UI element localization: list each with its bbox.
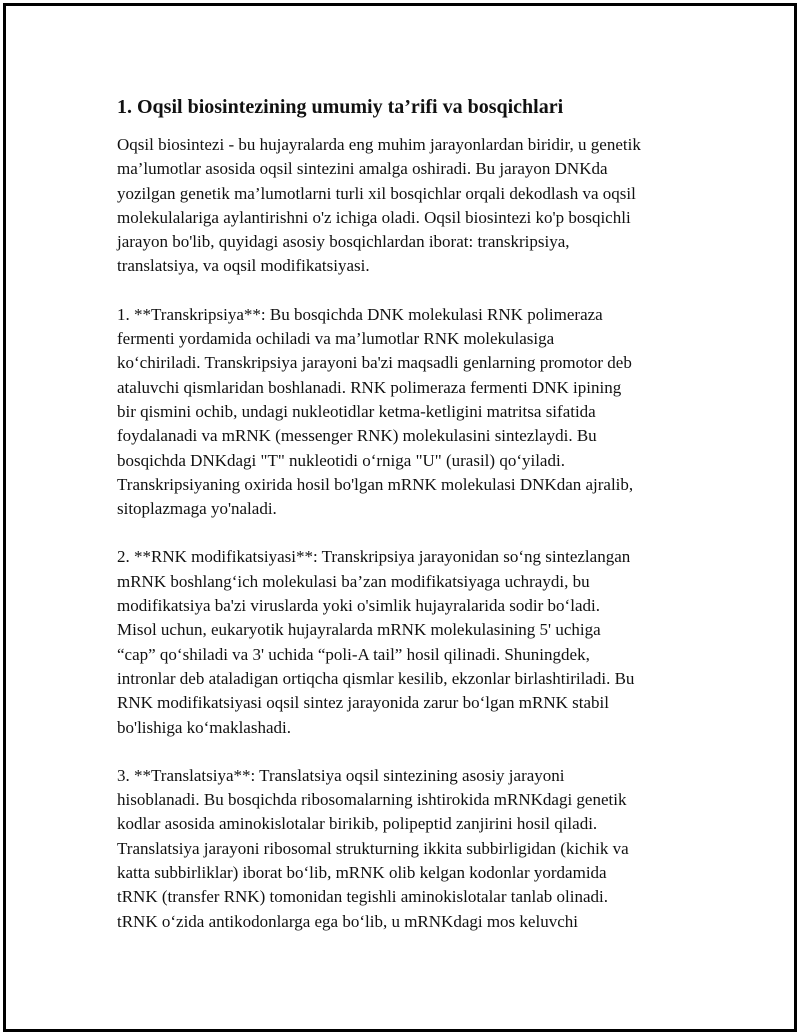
text-line: mRNK boshlang‘ich molekulasi ba’zan modifikatsiyaga uchraydi, bu	[117, 571, 590, 591]
document-body	[117, 94, 697, 934]
text-line: jarayon bo'lib, quyidagi asosiy bosqichlardan iborat: transkripsiya,	[117, 232, 570, 252]
text-line: kodlar asosida aminokislotalar birikib, polipeptid zanjirini hosil qiladi.	[117, 814, 598, 834]
text-line: “cap” qo‘shiladi va 3' uchida “poli-A tail” hosil qilinadi. Shuningdek,	[117, 644, 590, 664]
text-line: tRNK (transfer RNK) tomonidan tegishli aminokislotalar tanlab olinadi.	[117, 887, 609, 907]
text-line: 2. **RNK modifikatsiyasi**: Transkripsiya jarayonidan so‘ng sintezlangan	[117, 547, 631, 567]
text-line: modifikatsiya ba'zi viruslarda yoki o'simlik hujayralarida sodir bo‘ladi.	[117, 596, 600, 616]
text-line: Transkripsiyaning oxirida hosil bo'lgan mRNK molekulasi DNKdan ajralib,	[117, 474, 634, 494]
paragraph-translatsiya	[117, 764, 697, 934]
text-line: katta subbirliklar) iborat bo‘lib, mRNK olib kelgan kodonlar yordamida	[117, 863, 607, 883]
paragraph-intro	[117, 133, 697, 279]
text-line: ma’lumotlar asosida oqsil sintezini amalga oshiradi. Bu jarayon DNKda	[117, 159, 608, 179]
text-line: hisoblanadi. Bu bosqichda ribosomalarning ishtirokida mRNKdagi genetik	[117, 790, 627, 810]
text-line: intronlar deb ataladigan ortiqcha qismlar kesilib, ekzonlar birlashtiriladi. Bu	[117, 668, 635, 688]
text-line: RNK modifikatsiyasi oqsil sintez jarayonida zarur bo‘lgan mRNK stabil	[117, 693, 609, 713]
text-line: Misol uchun, eukaryotik hujayralarda mRNK molekulasining 5' uchiga	[117, 620, 601, 640]
text-line: fermenti yordamida ochiladi va ma’lumotlar RNK molekulasiga	[117, 329, 555, 349]
text-line: ko‘chiriladi. Transkripsiya jarayoni ba'zi maqsadli genlarning promotor deb	[117, 353, 632, 373]
text-line: sitoplazmaga yo'naladi.	[117, 499, 277, 519]
text-line: Oqsil biosintezi - bu hujayralarda eng muhim jarayonlardan biridir, u genetik	[117, 135, 641, 154]
text-line: translatsiya, va oqsil modifikatsiyasi.	[117, 256, 370, 276]
text-line: bosqichda DNKdagi "T" nukleotidi o‘rniga "U" (urasil) qo‘yiladi.	[117, 450, 565, 470]
section-title: 1. Oqsil biosintezining umumiy ta’rifi va bosqichlari	[117, 96, 564, 118]
text-line: ataluvchi qismlaridan boshlanadi. RNK polimeraza fermenti DNK ipining	[117, 377, 622, 397]
text-line: Translatsiya jarayoni ribosomal strukturning ikkita subbirligidan (kichik va	[117, 838, 629, 858]
text-line: tRNK o‘zida antikodonlarga ega bo‘lib, u mRNKdagi mos keluvchi	[117, 911, 578, 931]
text-line: molekulalariga aylantirishni o'z ichiga oladi. Oqsil biosintezi ko'p bosqichli	[117, 207, 631, 227]
text-line: bir qismini ochib, undagi nukleotidlar ketma-ketligini matritsa sifatida	[117, 401, 596, 421]
text-line: foydalanadi va mRNK (messenger RNK) molekulasini sintezlaydi. Bu	[117, 426, 597, 446]
paragraph-transkripsiya	[117, 303, 697, 522]
text-line: 1. **Transkripsiya**: Bu bosqichda DNK molekulasi RNK polimeraza	[117, 304, 603, 324]
text-line: 3. **Translatsiya**: Translatsiya oqsil sintezining asosiy jarayoni	[117, 765, 565, 785]
text-line: bo'lishiga ko‘maklashadi.	[117, 717, 291, 737]
paragraph-rnk-modifikatsiyasi	[117, 545, 697, 739]
text-line: yozilgan genetik ma’lumotlarni turli xil bosqichlar orqali dekodlash va oqsil	[117, 183, 636, 203]
